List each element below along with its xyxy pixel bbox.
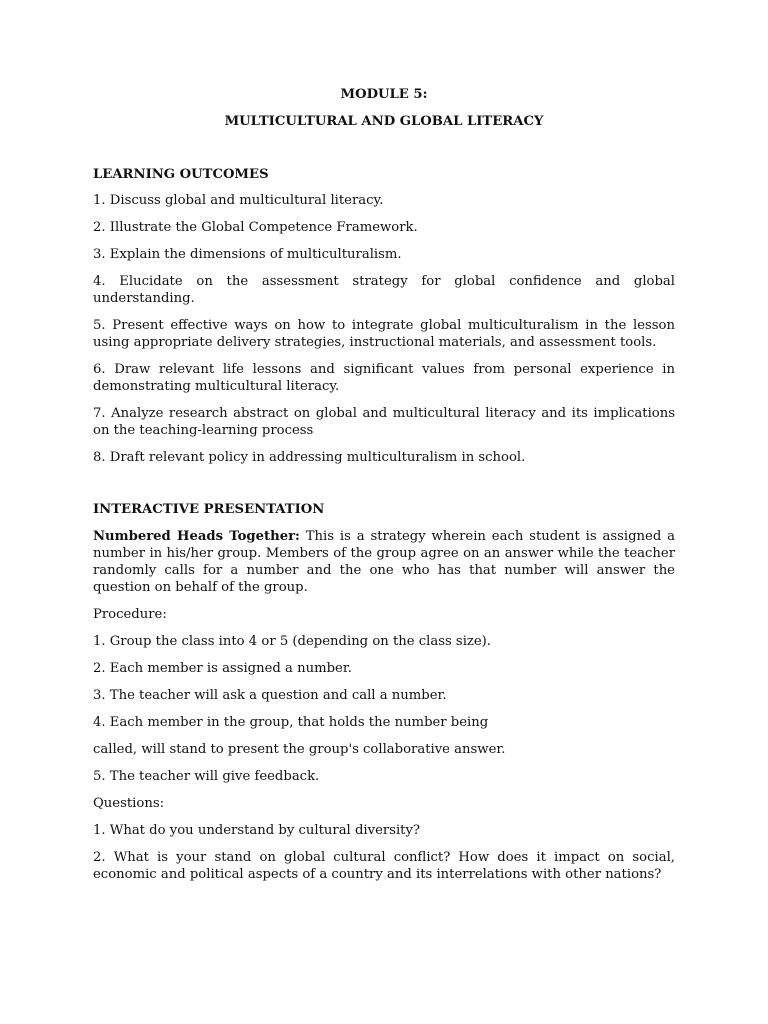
procedure-step: 2. Each member is assigned a number. (93, 661, 352, 676)
questions-list (93, 822, 675, 883)
procedure-list (93, 633, 675, 785)
procedure-step: 3. The teacher will ask a question and call a number. (93, 688, 447, 703)
module-subtitle: MULTICULTURAL AND GLOBAL LITERACY (224, 114, 544, 129)
strategy-name: Numbered Heads Together: (93, 529, 300, 544)
outcome-item: 6. Draw relevant life lessons and significant values from personal experience in demonstrating multicultural literacy. (93, 362, 675, 394)
outcome-item: 7. Analyze research abstract on global and multicultural literacy and its implications on the teaching-learning process (93, 406, 675, 438)
interactive-presentation-heading: INTERACTIVE PRESENTATION (93, 502, 325, 517)
outcome-item: 4. Elucidate on the assessment strategy for global confidence and global understanding. (93, 274, 675, 306)
procedure-step: 4. Each member in the group, that holds the number being (93, 715, 489, 730)
procedure-label: Procedure: (93, 607, 167, 622)
procedure-step: 5. The teacher will give feedback. (93, 769, 320, 784)
learning-outcomes-list (93, 192, 675, 466)
outcome-item: 8. Draft relevant policy in addressing multiculturalism in school. (93, 450, 526, 465)
document-page (93, 86, 675, 883)
question-item: 1. What do you understand by cultural diversity? (93, 823, 420, 838)
strategy-paragraph (93, 528, 675, 596)
procedure-step: called, will stand to present the group's collaborative answer. (93, 742, 506, 757)
questions-label: Questions: (93, 796, 165, 811)
procedure-step: 1. Group the class into 4 or 5 (depending on the class size). (93, 634, 492, 649)
outcome-item: 2. Illustrate the Global Competence Framework. (93, 220, 418, 235)
strategy-description: This is a strategy wherein each student is assigned a number in his/her group. Members of the group agree on an answer while the teacher randomly calls for a number and the one who has that number will answer the question on behalf of the group. (93, 529, 675, 595)
outcome-item: 5. Present effective ways on how to integrate global multiculturalism in the lesson using appropriate delivery strategies, instructional materials, and assessment tools. (93, 318, 675, 350)
outcome-item: 1. Discuss global and multicultural literacy. (93, 193, 384, 208)
learning-outcomes-heading: LEARNING OUTCOMES (93, 167, 269, 182)
question-item: 2. What is your stand on global cultural conflict? How does it impact on social, economic and political aspects of a country and its interrelations with other nations? (93, 850, 675, 882)
module-title: MODULE 5: (340, 87, 428, 102)
outcome-item: 3. Explain the dimensions of multiculturalism. (93, 247, 402, 262)
